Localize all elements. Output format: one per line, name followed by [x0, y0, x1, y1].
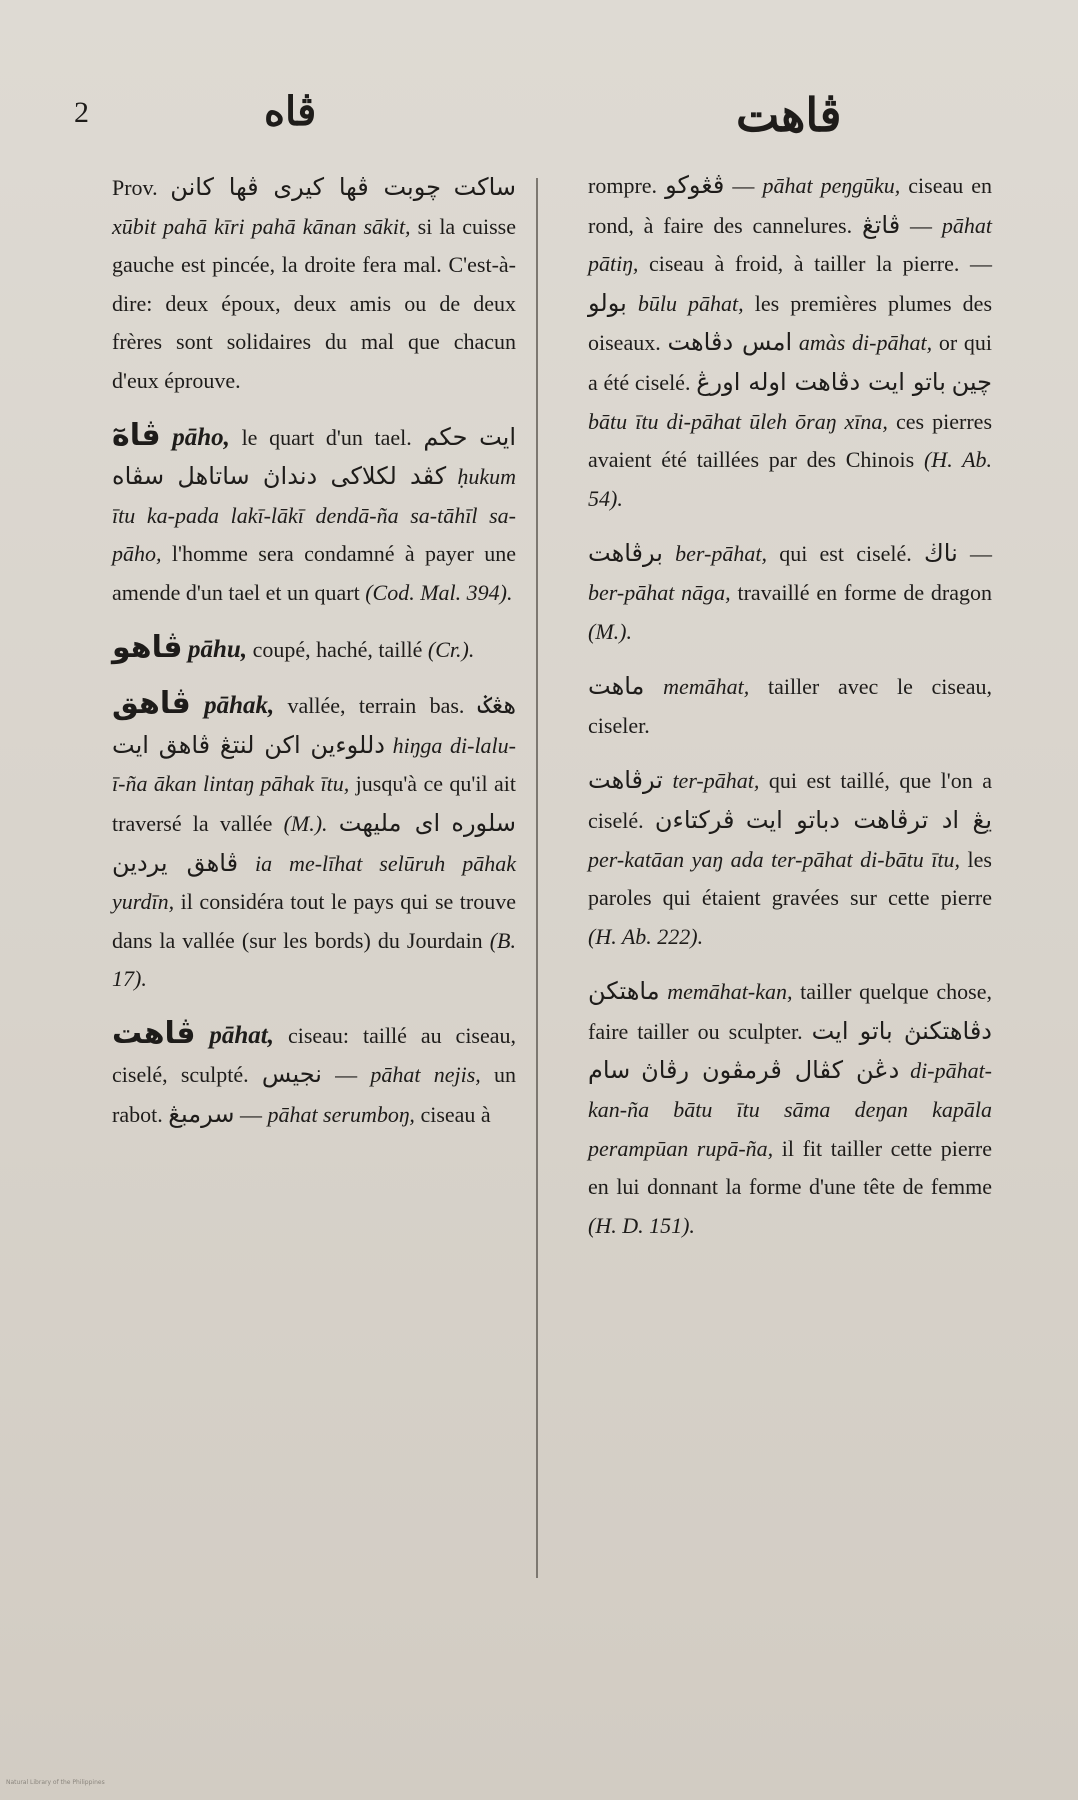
entry-ter-pahat	[588, 761, 992, 956]
arabic-text: حكم	[423, 422, 468, 451]
arabic-text: ايت كڤد لكلاكى دنداڽ ساتاهل سڤاه	[112, 422, 517, 491]
arabic-text: امس دڤاهت	[667, 328, 793, 357]
arabic-text: ڤاتڠ	[861, 210, 901, 239]
reference: (H. D. 151).	[588, 1212, 695, 1238]
arabic-text: يڠ اد ترڤاهت دباتو ايت	[745, 805, 992, 834]
definition-text: il considéra tout le pays qui se trouve dans la vallée (sur les bords) du Jourdain	[112, 889, 517, 953]
definition-text: qui est ciselé.	[779, 541, 912, 567]
entry-pahu	[112, 629, 516, 670]
transliteration: amàs di-pāhat,	[798, 330, 933, 356]
transliteration: pāhat nejis,	[370, 1062, 481, 1088]
transliteration: bātu ītu di-pāhat ūleh ōraŋ xīna,	[588, 408, 888, 434]
headword-arabic: ڤاهت	[112, 1015, 196, 1051]
entry-pahat: ڤاهت pāhat, ciseau: taillé au ciseau, ciselé, sculpté. نجيس — pāhat nejis, un rabot. سرمبڠ — pāhat serumboŋ, ciseau à	[112, 1015, 517, 1129]
definition-text: ciseau: taillé au ciseau, ciselé, sculpté.	[112, 1022, 517, 1088]
headword-arabic: ڤاهو	[112, 629, 183, 665]
arabic-text: باتو ايت دڤاهت اوله اورڠ	[696, 367, 946, 396]
derived-arabic: ماهتكن	[588, 977, 660, 1006]
definition-text: ciseau à	[420, 1102, 491, 1128]
transliteration: xūbit pahā kīri pahā kānan sākit,	[112, 213, 411, 239]
arabic-text: هڠݢ دللوءين اكن لنتڠ ڤاهق ايت	[112, 691, 517, 759]
definition-text: le quart d'un tael.	[241, 424, 412, 450]
arabic-text: دڠن كڤال ڤرمڤون رڤاڽ	[641, 1056, 900, 1085]
reference: (B. 17).	[112, 927, 516, 992]
entry-ber-pahat: برڤاهت ber-pāhat, qui est ciselé. ناڬ — ber-pāhat nāga, travaillé en forme de dragon (M.).	[588, 539, 993, 644]
running-header-right: ڤاهت	[736, 90, 842, 141]
page-number: 2	[74, 96, 89, 129]
definition-text: il fit tailler cette pierre en lui donnant la forme d'une tête de femme	[588, 1135, 992, 1200]
arabic-text: چوبت ڤها كيرى ڤها كانن	[170, 173, 441, 201]
arabic-text: ڤركتاءن	[654, 805, 735, 834]
entry-proverb	[112, 168, 516, 401]
arabic-text: چين	[951, 367, 992, 396]
derived-arabic: ترڤاهت	[588, 766, 663, 795]
transliteration: pāhat pātiŋ,	[588, 212, 992, 277]
headword-arabic: ڤاهٓ	[112, 417, 161, 453]
transliteration: ḥukum ītu ka-pada lakī-lākī dendā-ña sa-tāhīl sa-pāho,	[112, 464, 516, 567]
reference: (Cod. Mal. 394).	[365, 579, 513, 605]
definition-text: ces pierres avaient été taillées par des Chinois	[588, 408, 993, 473]
reference: (H. Ab. 54).	[588, 447, 993, 511]
transliteration: di-pāhat-kan-ña bātu ītu sāma deŋan kapāla perampūan rupā-ña,	[588, 1058, 993, 1161]
right-column	[588, 166, 992, 1261]
reference: (M.).	[283, 810, 328, 836]
derived-headword: memāhat,	[663, 674, 750, 700]
derived-headword: ter-pāhat,	[672, 768, 760, 794]
headword: pāhak,	[204, 692, 275, 720]
arabic-text: نجيس	[261, 1060, 322, 1089]
transliteration: būlu pāhat,	[637, 290, 744, 316]
definition-text: jusqu'à ce qu'il ait traversé la vallée	[112, 771, 516, 836]
arabic-text: ساكت	[453, 173, 517, 201]
headword-arabic: ڤاهق	[112, 686, 191, 722]
definition-text: or qui a été ciselé.	[588, 330, 992, 395]
definition-text: rompre.	[588, 173, 658, 198]
reference: (H. Ab. 222).	[588, 923, 704, 949]
arabic-text: بولو	[588, 288, 627, 317]
transliteration: hiŋga di-lalu-ī-ña ākan lintaŋ pāhak ītu,	[112, 732, 516, 797]
footer-credit: Natural Library of the Philippines	[6, 1779, 105, 1786]
entry-paho	[112, 417, 516, 613]
arabic-text: سلوره ڤاهق يردين	[112, 808, 517, 877]
arabic-text: دڤاهتكنڽ باتو ايت سام	[588, 1016, 992, 1085]
definition-text: travaillé en forme de dragon	[737, 579, 993, 605]
arabic-text: اى مليهت	[338, 808, 441, 837]
derived-headword: memāhat-kan,	[667, 979, 793, 1005]
transliteration: per-katāan yaŋ ada ter-pāhat di-bātu ītu,	[588, 846, 960, 872]
headword: pāhu,	[188, 635, 248, 663]
left-column	[112, 168, 516, 1151]
definition-text: tailler avec le ciseau, ciseler.	[588, 674, 992, 738]
column-divider	[536, 178, 538, 1578]
definition-text: tailler quelque chose, faire tailler ou sculpter.	[588, 979, 992, 1044]
definition-text: un rabot.	[112, 1062, 516, 1128]
derived-arabic: ماهت	[588, 672, 645, 701]
definition-text: ciseau à froid, à tailler la pierre.	[648, 251, 960, 277]
entry-pahak	[112, 685, 516, 999]
entry-pahat-continued: rompre. ڤڠوكو — pāhat peŋgūku, ciseau en rond, à faire des cannelures. ڤاتڠ — pāhat pātiŋ, ciseau à froid, à tailler la pierre. — بولو būlu pāhat, les premières plumes des oiseaux. امس دڤاهت amàs di-pāhat, or qui a été ciselé. باتو ايت دڤاهت اوله اورڠ چين bātu ītu di-pāhat ūleh ōraŋ xīna, ces pierres avaient été taillées par des Chinois (H. Ab. 54).	[588, 171, 993, 511]
definition-text: ciseau en rond, à faire des cannelures.	[588, 173, 993, 238]
reference: (M.).	[588, 618, 632, 644]
running-header-left: ڤاه	[264, 89, 317, 134]
derived-headword: ber-pāhat,	[675, 541, 767, 567]
definition-text: l'homme sera condamné à payer une amende d'un tael et un quart	[112, 541, 516, 605]
reference: (Cr.).	[427, 636, 475, 662]
entry-memahat	[588, 667, 992, 745]
definition-text: les paroles qui étaient gravées sur cette pierre	[588, 846, 992, 911]
derived-arabic: برڤاهت	[588, 539, 663, 568]
transliteration: ber-pāhat nāga,	[588, 579, 731, 605]
transliteration: ia me-līhat selūruh pāhak yurdīn,	[112, 850, 516, 915]
headword: pāhat,	[209, 1021, 275, 1049]
arabic-text: سرمبڠ	[168, 1100, 235, 1129]
arabic-text: ڤڠوكو	[665, 171, 725, 199]
definition-text: qui est taillé, que l'on a ciselé.	[588, 768, 992, 833]
definition-text: coupé, haché, taillé	[252, 636, 423, 662]
transliteration: pāhat peŋgūku,	[762, 173, 901, 198]
headword: pāho,	[172, 423, 230, 451]
definition-text: les premières plumes des oiseaux.	[588, 290, 993, 356]
transliteration: pāhat serumboŋ,	[267, 1102, 415, 1128]
arabic-text: ناڬ	[924, 539, 958, 568]
entry-memahat-kan	[588, 972, 992, 1245]
definition-text: si la cuisse gauche est pincée, la droite fera mal. C'est-à-dire: deux époux, deux amis ou de deux frères sont solidaires du mal que chacun d'eux éprouve.	[112, 213, 517, 393]
definition-text: vallée, terrain bas.	[287, 693, 465, 719]
proverb-label: Prov.	[112, 175, 158, 200]
